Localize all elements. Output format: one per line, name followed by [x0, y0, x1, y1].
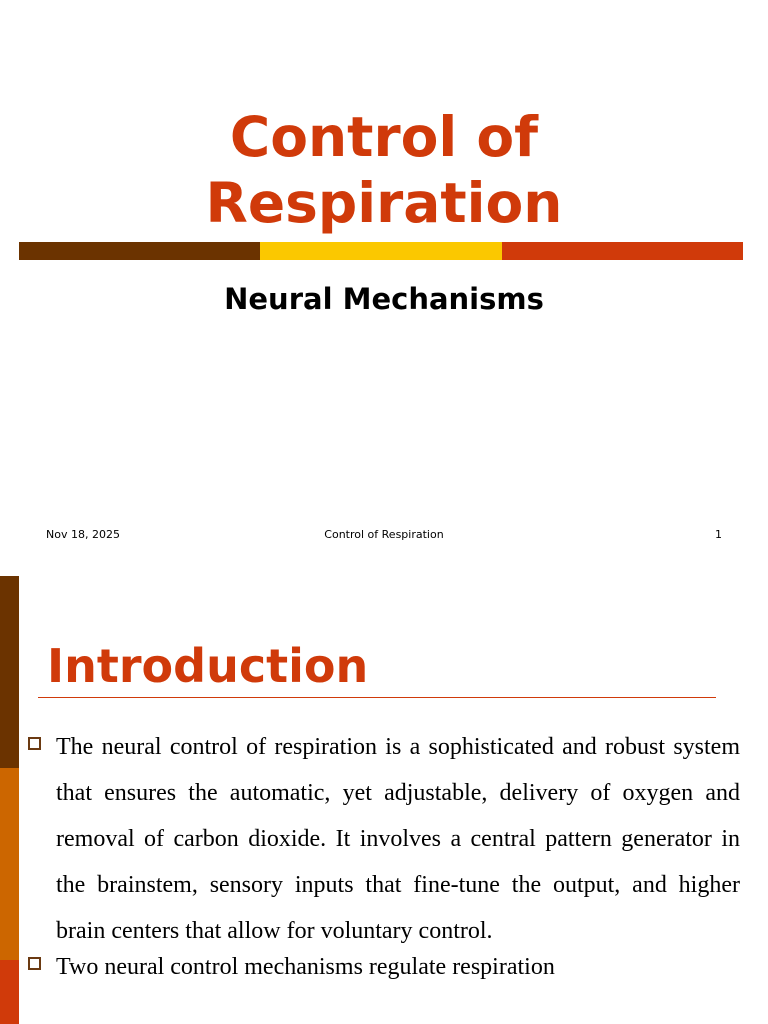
footer-date: Nov 18, 2025: [46, 528, 120, 541]
section-heading: Introduction: [47, 639, 369, 693]
slide-title: [0, 104, 768, 236]
square-bullet-icon: [28, 957, 41, 970]
footer-title: Control of Respiration: [324, 528, 444, 541]
side-bar-segment-red: [0, 960, 19, 1024]
slide-title-line-1: Control of: [229, 105, 539, 169]
side-color-bar: [0, 576, 19, 1024]
bullet-text: Two neural control mechanisms regulate respiration: [56, 954, 555, 980]
stripe-segment-brown: [19, 242, 260, 260]
side-bar-segment-brown: [0, 576, 19, 768]
stripe-segment-red: [502, 242, 743, 260]
heading-underline: [38, 697, 716, 698]
introduction-slide: [0, 576, 768, 1024]
stripe-segment-yellow: [260, 242, 501, 260]
slide-subtitle: Neural Mechanisms: [224, 282, 544, 316]
bullet-list: [28, 724, 740, 990]
tricolor-stripe: [19, 242, 743, 260]
square-bullet-icon: [28, 737, 41, 750]
footer-page-number: 1: [715, 528, 722, 541]
slide-title-line-2: Respiration: [205, 171, 563, 235]
bullet-text: The neural control of respiration is a sophisticated and robust system that ensures the automatic, yet adjustable, delivery of oxygen and removal of carbon dioxide. It involves a central pattern generator in the brainstem, sensory inputs that fine-tune the output, and higher brain centers that allow for voluntary control.: [56, 734, 740, 944]
list-item: [28, 944, 740, 990]
list-item: [28, 724, 740, 954]
side-bar-segment-orange: [0, 768, 19, 960]
